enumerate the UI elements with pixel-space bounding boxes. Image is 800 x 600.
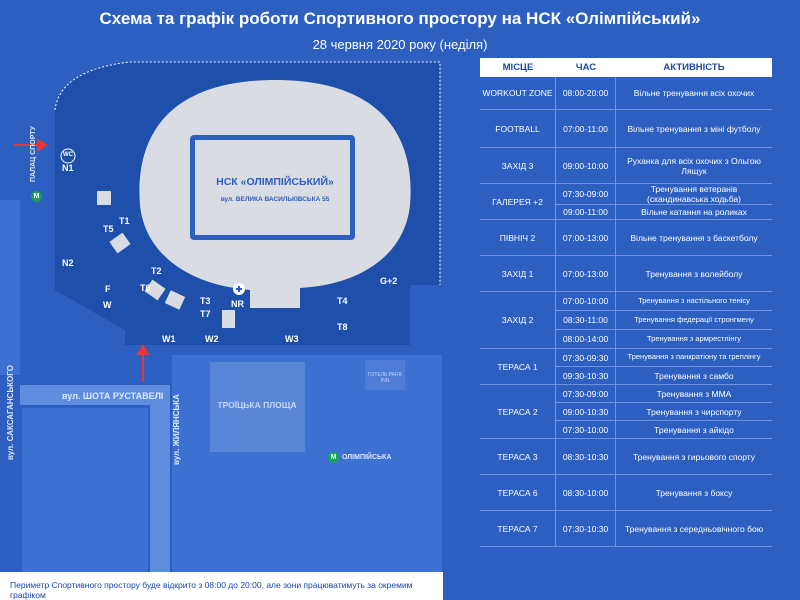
schedule-slot <box>556 148 772 183</box>
schedule-slot <box>556 330 772 348</box>
schedule-row <box>480 77 772 110</box>
schedule-time: 07:30-09:00 <box>556 385 616 402</box>
schedule-activity: Тренування федерації стронгмену <box>634 314 754 324</box>
schedule-activity: Вільне катання на роликах <box>641 207 747 217</box>
schedule-slots <box>556 475 772 510</box>
schedule-slots <box>556 110 772 147</box>
schedule-time: 07:30-09:30 <box>556 349 616 366</box>
schedule-slots <box>556 148 772 183</box>
schedule-place: ТЕРАСА 7 <box>480 511 556 546</box>
zone-t3: T3 <box>200 296 211 306</box>
schedule-time: 07:00-11:00 <box>556 110 616 147</box>
schedule-slot <box>556 292 772 311</box>
street-zhylianska-band <box>150 405 170 572</box>
schedule-place: ЗАХІД 2 <box>480 292 556 348</box>
hotel-label: ГОТЕЛЬ PARK INN <box>368 372 402 384</box>
schedule-slots <box>556 184 772 219</box>
zone-f: F <box>105 284 111 294</box>
schedule-place: WORKOUT ZONE <box>480 77 556 109</box>
schedule-time: 07:00-13:00 <box>556 220 616 255</box>
schedule-time: 07:30-10:00 <box>556 421 616 438</box>
zone-w1: W1 <box>162 334 176 344</box>
schedule-slot <box>556 439 772 474</box>
zone-nr: NR <box>231 299 244 309</box>
schedule-place: ТЕРАСА 3 <box>480 439 556 474</box>
schedule-slot <box>556 256 772 291</box>
schedule-rows <box>480 77 772 547</box>
schedule-activity: Тренування з армрестлінгу <box>647 333 741 343</box>
schedule-row <box>480 349 772 385</box>
schedule-slot <box>556 511 772 546</box>
schedule-slot <box>556 385 772 403</box>
schedule-row <box>480 220 772 256</box>
schedule-activity: Тренування з боксу <box>655 487 733 498</box>
zone-w2: W2 <box>205 334 219 344</box>
city-block-left <box>22 408 148 572</box>
schedule-activity: Тренування з айкідо <box>654 424 734 435</box>
schedule-row <box>480 475 772 511</box>
zone-n1: N1 <box>62 163 74 173</box>
zone-t8: T8 <box>337 322 348 332</box>
zone-t2: T2 <box>151 266 162 276</box>
street-saksaganskogo: вул. САКСАГАНСЬКОГО <box>6 365 15 460</box>
zone-t1: T1 <box>119 216 130 226</box>
schedule-time: 08:00-14:00 <box>556 330 616 348</box>
street-zhylianska: вул. ЖИЛЯНСЬКА <box>172 394 181 465</box>
zone-w3: W3 <box>285 334 299 344</box>
zone-w: W <box>103 300 112 310</box>
street-rustaveli: вул. ШОТА РУСТАВЕЛІ <box>62 391 164 401</box>
schedule-time: 08:30-10:30 <box>556 439 616 474</box>
zone-g2: G+2 <box>380 276 398 286</box>
schedule-activity: Тренування з гирьового спорту <box>632 451 756 462</box>
zone-t7: T7 <box>200 309 211 319</box>
schedule-row <box>480 256 772 292</box>
schedule-slot <box>556 220 772 255</box>
schedule-slot <box>556 110 772 147</box>
schedule-row <box>480 439 772 475</box>
schedule-activity: Руханка для всіх охочих з Ольгою Лящук <box>627 155 761 176</box>
zone-n2: N2 <box>62 258 74 268</box>
schedule-time: 07:00-13:00 <box>556 256 616 291</box>
schedule-place: FOOTBALL <box>480 110 556 147</box>
troitska-square-label: ТРОЇЦЬКА ПЛОЩА <box>217 400 297 410</box>
schedule-activity: Вільне тренування всіх охочих <box>633 88 755 98</box>
schedule-place: ПІВНІЧ 2 <box>480 220 556 255</box>
zone-t4: T4 <box>337 296 348 306</box>
schedule-slot <box>556 403 772 421</box>
schedule-slot <box>556 367 772 384</box>
schedule-time: 07:00-10:00 <box>556 292 616 310</box>
schedule-row <box>480 110 772 148</box>
schedule-activity: Тренування з середньовічного бою <box>624 523 764 534</box>
schedule-activity: Тренування з самбо <box>654 370 734 381</box>
road-left <box>0 200 20 375</box>
schedule-activity: Тренування з волейболу <box>645 268 743 279</box>
zone-t6: T6 <box>140 283 151 293</box>
schedule-activity: Тренування з ММА <box>656 388 732 399</box>
schedule-table <box>480 58 772 547</box>
schedule-time: 08:30-10:00 <box>556 475 616 510</box>
schedule-row <box>480 511 772 547</box>
footer-text: Периметр Спортивного простору буде відкрито з 08:00 до 20:00, але зони працюватимуть за окремим графіком <box>10 580 413 600</box>
schedule-slots <box>556 511 772 546</box>
header-activity: АКТИВНІСТЬ <box>663 62 725 73</box>
page-title: Схема та графік роботи Спортивного простору на НСК «Олімпійський» <box>99 9 701 28</box>
metro-icon-olimpiyska: М <box>328 452 339 463</box>
schedule-row <box>480 148 772 184</box>
schedule-activity: Тренування з чирспорту <box>646 406 742 417</box>
schedule-place: ТЕРАСА 1 <box>480 349 556 384</box>
schedule-activity: Вільне тренування з міні футболу <box>627 123 761 134</box>
schedule-slots <box>556 220 772 255</box>
zone-t5: T5 <box>103 224 114 234</box>
schedule-time: 09:00-11:00 <box>556 205 616 219</box>
schedule-row <box>480 184 772 220</box>
schedule-slot <box>556 77 772 109</box>
schedule-slots <box>556 292 772 348</box>
schedule-slot <box>556 421 772 438</box>
stadium-address: вул. ВЕЛИКА ВАСИЛЬКІВСЬКА 55 <box>220 196 330 203</box>
schedule-place: ТЕРАСА 2 <box>480 385 556 438</box>
schedule-slot <box>556 205 772 219</box>
schedule-row <box>480 385 772 439</box>
schedule-place: ГАЛЕРЕЯ +2 <box>480 184 556 219</box>
schedule-slots <box>556 77 772 109</box>
schedule-slots <box>556 256 772 291</box>
schedule-time: 07:30-10:30 <box>556 511 616 546</box>
schedule-time: 07:30-09:00 <box>556 184 616 204</box>
page-subtitle: 28 червня 2020 року (неділя) <box>312 37 488 52</box>
schedule-activity: Тренування з настільного тенісу <box>638 295 750 305</box>
schedule-place: ЗАХІД 3 <box>480 148 556 183</box>
metro-palats-sportu-label: ПАЛАЦ СПОРТУ <box>30 126 37 182</box>
stadium-name: НСК «ОЛІМПІЙСЬКИЙ» <box>216 176 334 188</box>
schedule-activity: Вільне тренування з баскетболу <box>630 232 758 243</box>
schedule-place: ЗАХІД 1 <box>480 256 556 291</box>
metro-icon-palats-sportu: М <box>31 191 42 202</box>
footer-note <box>0 572 443 600</box>
metro-olimpiyska-label: ОЛІМПІЙСЬКА <box>342 454 392 461</box>
schedule-header <box>480 58 772 77</box>
schedule-row <box>480 292 772 349</box>
schedule-activity: Тренування ветеранів (скандинавська ходьба) <box>647 184 741 204</box>
schedule-time: 08:00-20:00 <box>556 77 616 109</box>
header-place: МІСЦЕ <box>502 62 534 73</box>
schedule-slot <box>556 349 772 367</box>
wc-label: WC <box>63 152 73 158</box>
schedule-slots <box>556 349 772 384</box>
schedule-time: 08:30-11:00 <box>556 311 616 329</box>
schedule-time: 09:00-10:30 <box>556 403 616 420</box>
schedule-slots <box>556 385 772 438</box>
schedule-activity: Тренування з панкратіону та греплінгу <box>627 352 761 362</box>
schedule-slot <box>556 184 772 205</box>
schedule-time: 09:30-10:30 <box>556 367 616 384</box>
schedule-slot <box>556 311 772 330</box>
schedule-place: ТЕРАСА 6 <box>480 475 556 510</box>
schedule-slots <box>556 439 772 474</box>
schedule-slot <box>556 475 772 510</box>
schedule-time: 09:00-10:00 <box>556 148 616 183</box>
header-time: ЧАС <box>575 62 597 73</box>
